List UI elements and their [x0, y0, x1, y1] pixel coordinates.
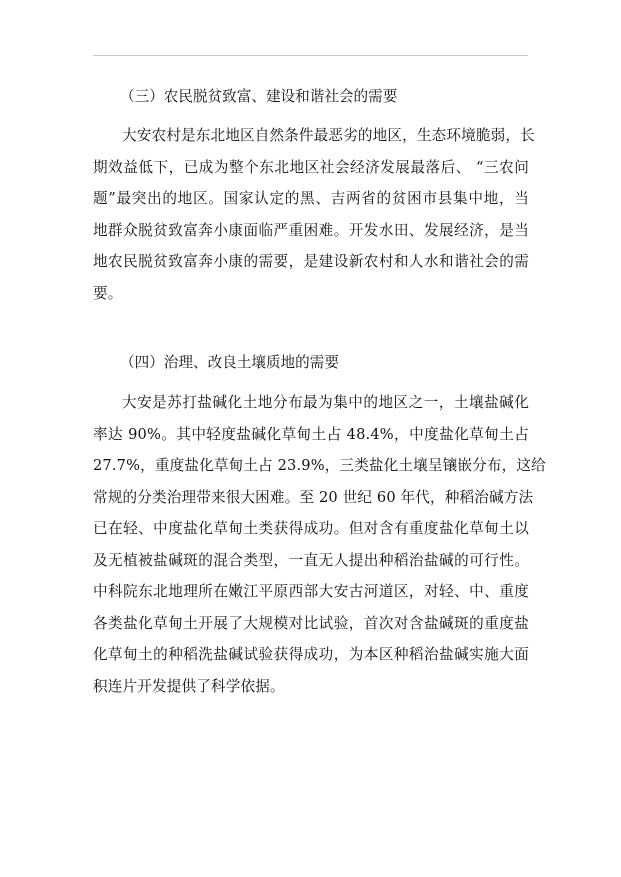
paragraph-line: 率达 90%。其中轻度盐碱化草甸土占 48.4%，中度盐化草甸土占: [93, 425, 529, 443]
paragraph-line: 题”最突出的地区。国家认定的黑、吉两省的贫困市县集中地，当: [93, 190, 529, 207]
paragraph-line: 期效益低下，已成为整个东北地区社会经济发展最落后、 “三农问: [93, 158, 529, 176]
paragraph-line: 各类盐化草甸土开展了大规模对比试验，首次对含盐碱斑的重度盐: [93, 614, 529, 632]
paragraph-line: 化草甸土的种稻洗盐碱试验获得成功，为本区种稻治盐碱实施大面: [93, 646, 529, 663]
paragraph-line: 大安是苏打盐碱化土地分布最为集中的地区之一，土壤盐碱化: [122, 394, 529, 411]
paragraph-line: 地群众脱贫致富奔小康面临严重困难。开发水田、发展经济，是当: [93, 221, 529, 239]
paragraph-line: 大安农村是东北地区自然条件最恶劣的地区，生态环境脆弱，长: [122, 127, 535, 144]
paragraph-line: 地农民脱贫致富奔小康的需要，是建设新农村和人水和谐社会的需: [93, 253, 529, 270]
paragraph-line: 积连片开发提供了科学依据。: [93, 677, 285, 695]
section-body-3: [93, 120, 535, 309]
section-heading-4: （四）治理、改良土壤质地的需要: [120, 354, 339, 371]
paragraph-line: 27.7%，重度盐化草甸土占 23.9%，三类盐化土壤呈镶嵌分布，这给: [93, 457, 546, 474]
paragraph-line: 要。: [93, 284, 123, 302]
paragraph-line: 及无植被盐碱斑的混合类型，一直无人提出种稻治盐碱的可行性。: [93, 551, 529, 569]
header-rule: [93, 55, 528, 56]
section-heading-3: （三）农民脱贫致富、建设和谐社会的需要: [120, 88, 398, 105]
section-body-4: [93, 387, 546, 702]
paragraph-line: 常规的分类治理带来很大困难。至 20 世纪 60 年代，种稻治碱方法: [93, 488, 534, 506]
paragraph-line: 已在轻、中度盐化草甸土类获得成功。但对含有重度盐化草甸土以: [93, 520, 529, 537]
paragraph-line: 中科院东北地理所在嫩江平原西部大安古河道区，对轻、中、重度: [93, 583, 529, 600]
